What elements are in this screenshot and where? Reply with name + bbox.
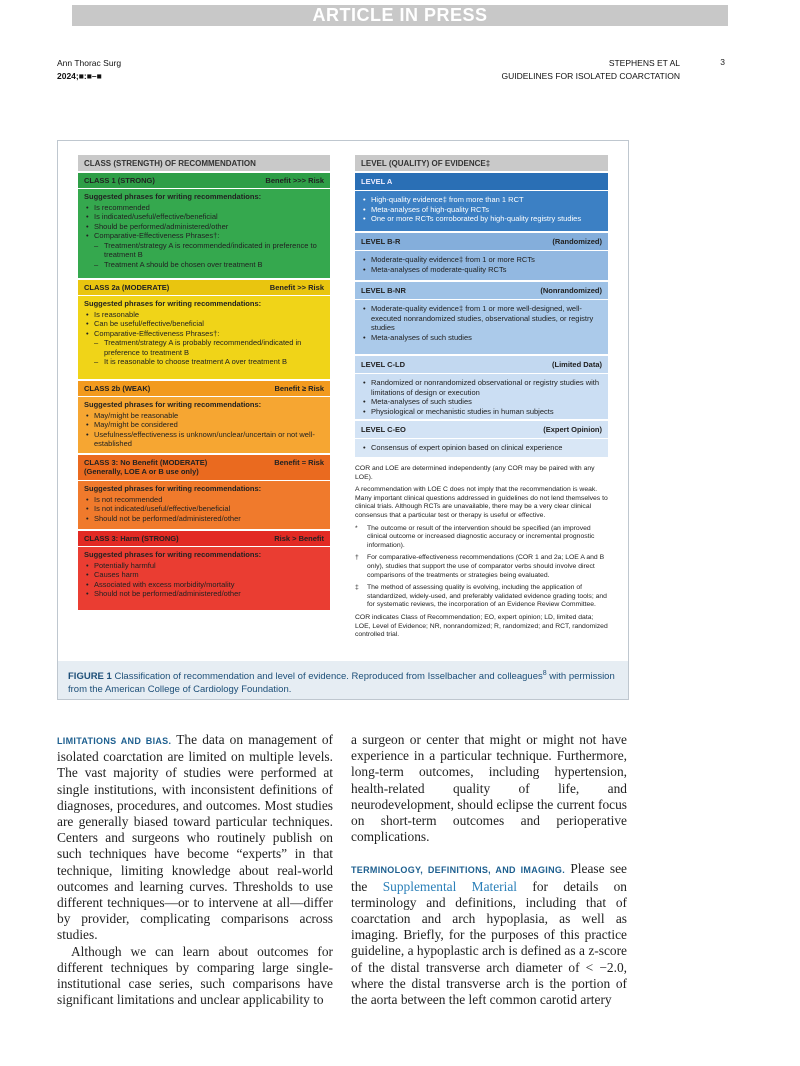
caption-label: FIGURE 1 bbox=[68, 671, 112, 683]
loe-level-title: LEVEL B-R bbox=[361, 237, 401, 246]
cor-heading: CLASS (STRENGTH) OF RECOMMENDATION bbox=[78, 155, 330, 171]
footnote-double-dagger bbox=[355, 584, 608, 610]
evidence-item: • Physiological or mechanistic studies in human subjects bbox=[361, 407, 602, 417]
cor-class-body bbox=[78, 296, 330, 379]
loe-level-body bbox=[355, 439, 608, 457]
evidence-item: • Meta-analyses of such studies bbox=[361, 333, 602, 343]
phrase-item: • Causes harm bbox=[84, 570, 324, 580]
phrase-item: • Associated with excess morbidity/mortality bbox=[84, 580, 324, 590]
loe-level-header bbox=[355, 233, 608, 250]
loe-level-header bbox=[355, 356, 608, 373]
header-authors: STEPHENS ET AL bbox=[608, 58, 680, 68]
evidence-item: • Meta-analyses of high-quality RCTs bbox=[361, 205, 602, 215]
running-header-right bbox=[501, 57, 680, 83]
loe-level-body bbox=[355, 251, 608, 280]
limitations-paragraph bbox=[57, 732, 333, 944]
cor-class-title: CLASS 3: No Benefit (MODERATE) bbox=[84, 458, 208, 467]
suggested-phrases-lead: Suggested phrases for writing recommendations: bbox=[84, 550, 262, 559]
footnote-dagger bbox=[355, 554, 608, 580]
evidence-item: • One or more RCTs corroborated by high-quality registry studies bbox=[361, 214, 602, 224]
figure-caption bbox=[58, 661, 628, 699]
phrase-list bbox=[84, 495, 324, 524]
phrase-item: • Should not be performed/administered/other bbox=[84, 514, 324, 524]
cor-benefit-risk: Benefit = Risk bbox=[274, 458, 324, 467]
phrase-item: • Can be useful/effective/beneficial bbox=[84, 319, 324, 329]
cor-class-title: CLASS 3: Harm (STRONG) bbox=[84, 534, 179, 543]
suggested-phrases-lead: Suggested phrases for writing recommendations: bbox=[84, 192, 262, 201]
supplemental-material-link[interactable]: Supplemental Material bbox=[382, 878, 518, 894]
loe-column bbox=[355, 155, 608, 644]
cor-class-title: CLASS 2b (WEAK) bbox=[84, 384, 151, 393]
cor-class-title: CLASS 1 (STRONG) bbox=[84, 176, 155, 185]
phrase-list bbox=[84, 203, 324, 270]
phrase-item: • Should not be performed/administered/other bbox=[84, 589, 324, 599]
paragraph-text: The data on management of isolated coarctation are limited on multiple levels. The vast majority of studies were performed at single institutions, with inconsistent definitions of diagnoses, procedures, and outcomes. Most studies are generally biased toward particular techniques. Centers and surgeons who routinely publish on such techniques have become “experts” in that technique, limiting knowledge about real-world outcomes and learning curves. Thresholds to use different techniques—or to intervene at all—differ by provider, complicating comparisons across studies. bbox=[57, 732, 333, 943]
cor-class-body bbox=[78, 189, 330, 278]
figure-notes bbox=[355, 465, 608, 640]
footnote-mark: ‡ bbox=[355, 584, 359, 592]
cor-benefit-risk: Benefit >> Risk bbox=[269, 283, 324, 292]
suggested-phrases-lead: Suggested phrases for writing recommendations: bbox=[84, 299, 262, 308]
phrase-item: • Potentially harmful bbox=[84, 561, 324, 571]
loe-level-title: LEVEL A bbox=[361, 177, 393, 186]
phrase-item: – Treatment/strategy A is recommended/indicated in preference to treatment B bbox=[84, 241, 324, 260]
body-column-left bbox=[57, 732, 333, 1008]
journal-name: Ann Thorac Surg bbox=[57, 58, 122, 68]
cor-class-title: CLASS 2a (MODERATE) bbox=[84, 283, 170, 292]
phrase-item: – Treatment A should be chosen over treatment B bbox=[84, 260, 324, 270]
loe-level-body bbox=[355, 374, 608, 419]
phrase-item: • Is not recommended bbox=[84, 495, 324, 505]
caption-tail: with permission from the American College of Cardiology Foundation. bbox=[68, 671, 615, 696]
cor-benefit-risk: Risk > Benefit bbox=[274, 534, 324, 543]
terminology-paragraph bbox=[351, 861, 627, 1008]
cor-class-header bbox=[78, 280, 330, 295]
cor-class-header bbox=[78, 531, 330, 546]
phrase-item: • Usefulness/effectiveness is unknown/unclear/uncertain or not well-established bbox=[84, 430, 324, 449]
suggested-phrases-lead: Suggested phrases for writing recommendations: bbox=[84, 484, 262, 493]
evidence-item: • Randomized or nonrandomized observational or registry studies with limitations of design or execution bbox=[361, 378, 602, 397]
cor-class-body bbox=[78, 397, 330, 453]
phrase-item: • Should be performed/administered/other bbox=[84, 222, 324, 232]
running-header-left bbox=[57, 57, 121, 83]
phrase-item: • Is not indicated/useful/effective/beneficial bbox=[84, 504, 324, 514]
phrase-item: • Is indicated/useful/effective/beneficial bbox=[84, 212, 324, 222]
cor-class-body bbox=[78, 481, 330, 529]
loe-level-tag: (Randomized) bbox=[552, 237, 602, 246]
phrase-list bbox=[84, 561, 324, 599]
evidence-list bbox=[361, 304, 602, 342]
suggested-phrases-lead: Suggested phrases for writing recommendations: bbox=[84, 400, 262, 409]
footnote-text: The method of assessing quality is evolving, including the application of standardized, widely-used, and preferably validated evidence grading tools; and for systematic reviews, the incorporation of an Evidence Review Committee. bbox=[367, 584, 607, 609]
section-heading-terminology: TERMINOLOGY, DEFINITIONS, AND IMAGING. bbox=[351, 865, 566, 876]
loe-level-tag: (Nonrandomized) bbox=[540, 286, 602, 295]
loe-level-header bbox=[355, 282, 608, 299]
cor-class-title-block bbox=[84, 384, 150, 393]
continuation-paragraph: a surgeon or center that might or might not have experience in a particular technique. Furthermore, long-term outcomes, including hypertension, health-related quality of life, and neurodevelopment, should eclipse the current focus on short-term outcomes and perioperative complications. bbox=[351, 732, 627, 845]
loe-level-tag: (Limited Data) bbox=[551, 360, 602, 369]
phrase-item: • May/might be considered bbox=[84, 420, 324, 430]
phrase-list bbox=[84, 310, 324, 367]
cor-class-header bbox=[78, 381, 330, 396]
caption-text: Classification of recommendation and level of evidence. Reproduced from Isselbacher and colleagues bbox=[114, 671, 543, 683]
cor-class-header bbox=[78, 173, 330, 188]
cor-class-title-block bbox=[84, 534, 179, 543]
evidence-list bbox=[361, 195, 602, 224]
loe-level-tag: (Expert Opinion) bbox=[543, 425, 602, 434]
cor-benefit-risk: Benefit >>> Risk bbox=[265, 176, 324, 185]
evidence-item: • Meta-analyses of such studies bbox=[361, 397, 602, 407]
abbreviations-note: COR indicates Class of Recommendation; EO, expert opinion; LD, limited data; LOE, Level of Evidence; NR, nonrandomized; R, randomized; and RCT, randomized controlled trial. bbox=[355, 613, 608, 639]
note-loe-c: A recommendation with LOE C does not imply that the recommendation is weak. Many important clinical questions addressed in guidelines do not lend themselves to clinical trials. Although RCTs are unavailable, there may be a very clear clinical consensus that a particular test or therapy is useful or effective. bbox=[355, 486, 608, 519]
outcomes-paragraph: Although we can learn about outcomes for different techniques by comparing large single-institutional case series, such comparisons have significant limitations and unclear applicability to bbox=[57, 943, 333, 1008]
phrase-item: – Treatment/strategy A is probably recommended/indicated in preference to treatment B bbox=[84, 338, 324, 357]
evidence-list bbox=[361, 378, 602, 416]
footnote-asterisk bbox=[355, 525, 608, 551]
figure-1 bbox=[57, 140, 629, 700]
body-column-right bbox=[351, 732, 627, 1008]
evidence-item: • Moderate-quality evidence‡ from 1 or more well-designed, well-executed nonrandomized studies, observational studies, or registry studies bbox=[361, 304, 602, 333]
section-heading-limitations: LIMITATIONS AND BIAS. bbox=[57, 736, 172, 746]
cor-class-title-block bbox=[84, 176, 155, 185]
phrase-item: • Comparative-Effectiveness Phrases†: bbox=[84, 329, 324, 339]
note-cor-loe: COR and LOE are determined independently (any COR may be paired with any LOE). bbox=[355, 465, 595, 481]
paragraph-text: for details on terminology and definitions, including that of coarctation and arch hypoplasia, as well as imaging. Briefly, for the purposes of this practice guideline, a hypoplastic arch is defined as a z-score of the distal transverse arch diameter of < −2.0, where the distal transverse arch is the portion of the aorta between the left common carotid artery bbox=[351, 878, 627, 1008]
footnote-text: For comparative-effectiveness recommendations (COR 1 and 2a; LOE A and B only), studies that support the use of comparator verbs should involve direct comparisons of the treatments or strategies being evaluated. bbox=[367, 554, 605, 579]
cor-class-title-block bbox=[84, 283, 169, 292]
header-short-title: GUIDELINES FOR ISOLATED COARCTATION bbox=[501, 71, 680, 81]
journal-issue: 2024;■:■–■ bbox=[57, 71, 102, 81]
phrase-item: • May/might be reasonable bbox=[84, 411, 324, 421]
evidence-item: • Meta-analyses of moderate-quality RCTs bbox=[361, 265, 602, 275]
phrase-item: – It is reasonable to choose treatment A over treatment B bbox=[84, 357, 324, 367]
loe-level-header bbox=[355, 421, 608, 438]
phrase-item: • Is recommended bbox=[84, 203, 324, 213]
cor-column bbox=[78, 155, 330, 610]
evidence-list bbox=[361, 443, 602, 453]
phrase-item: • Is reasonable bbox=[84, 310, 324, 320]
evidence-item: • Consensus of expert opinion based on clinical experience bbox=[361, 443, 602, 453]
cor-benefit-risk: Benefit ≥ Risk bbox=[274, 384, 324, 393]
cor-class-title-block bbox=[84, 458, 207, 477]
footnote-mark: * bbox=[355, 524, 358, 532]
evidence-item: • High-quality evidence‡ from more than 1 RCT bbox=[361, 195, 602, 205]
cor-class-subtitle: (Generally, LOE A or B use only) bbox=[84, 467, 199, 476]
evidence-item: • Moderate-quality evidence‡ from 1 or more RCTs bbox=[361, 255, 602, 265]
footnote-text: The outcome or result of the intervention should be specified (an improved clinical outcome or increased diagnostic accuracy or incremental prognostic information). bbox=[367, 524, 595, 549]
cor-class-header bbox=[78, 455, 330, 480]
loe-heading: LEVEL (QUALITY) OF EVIDENCE‡ bbox=[355, 155, 608, 171]
phrase-list bbox=[84, 411, 324, 449]
evidence-list bbox=[361, 255, 602, 274]
cor-class-body bbox=[78, 547, 330, 610]
loe-level-body bbox=[355, 191, 608, 231]
loe-level-header bbox=[355, 173, 608, 190]
page-number: 3 bbox=[720, 57, 725, 67]
loe-level-body bbox=[355, 300, 608, 354]
loe-level-title: LEVEL C-EO bbox=[361, 425, 406, 434]
footnote-mark: † bbox=[355, 554, 359, 562]
article-in-press-banner: ARTICLE IN PRESS bbox=[72, 5, 728, 26]
caption-reference[interactable]: 8 bbox=[542, 670, 547, 677]
loe-level-title: LEVEL C-LD bbox=[361, 360, 406, 369]
loe-level-title: LEVEL B-NR bbox=[361, 286, 406, 295]
phrase-item: • Comparative-Effectiveness Phrases†: bbox=[84, 231, 324, 241]
paragraph-text: Please see the bbox=[351, 861, 627, 894]
